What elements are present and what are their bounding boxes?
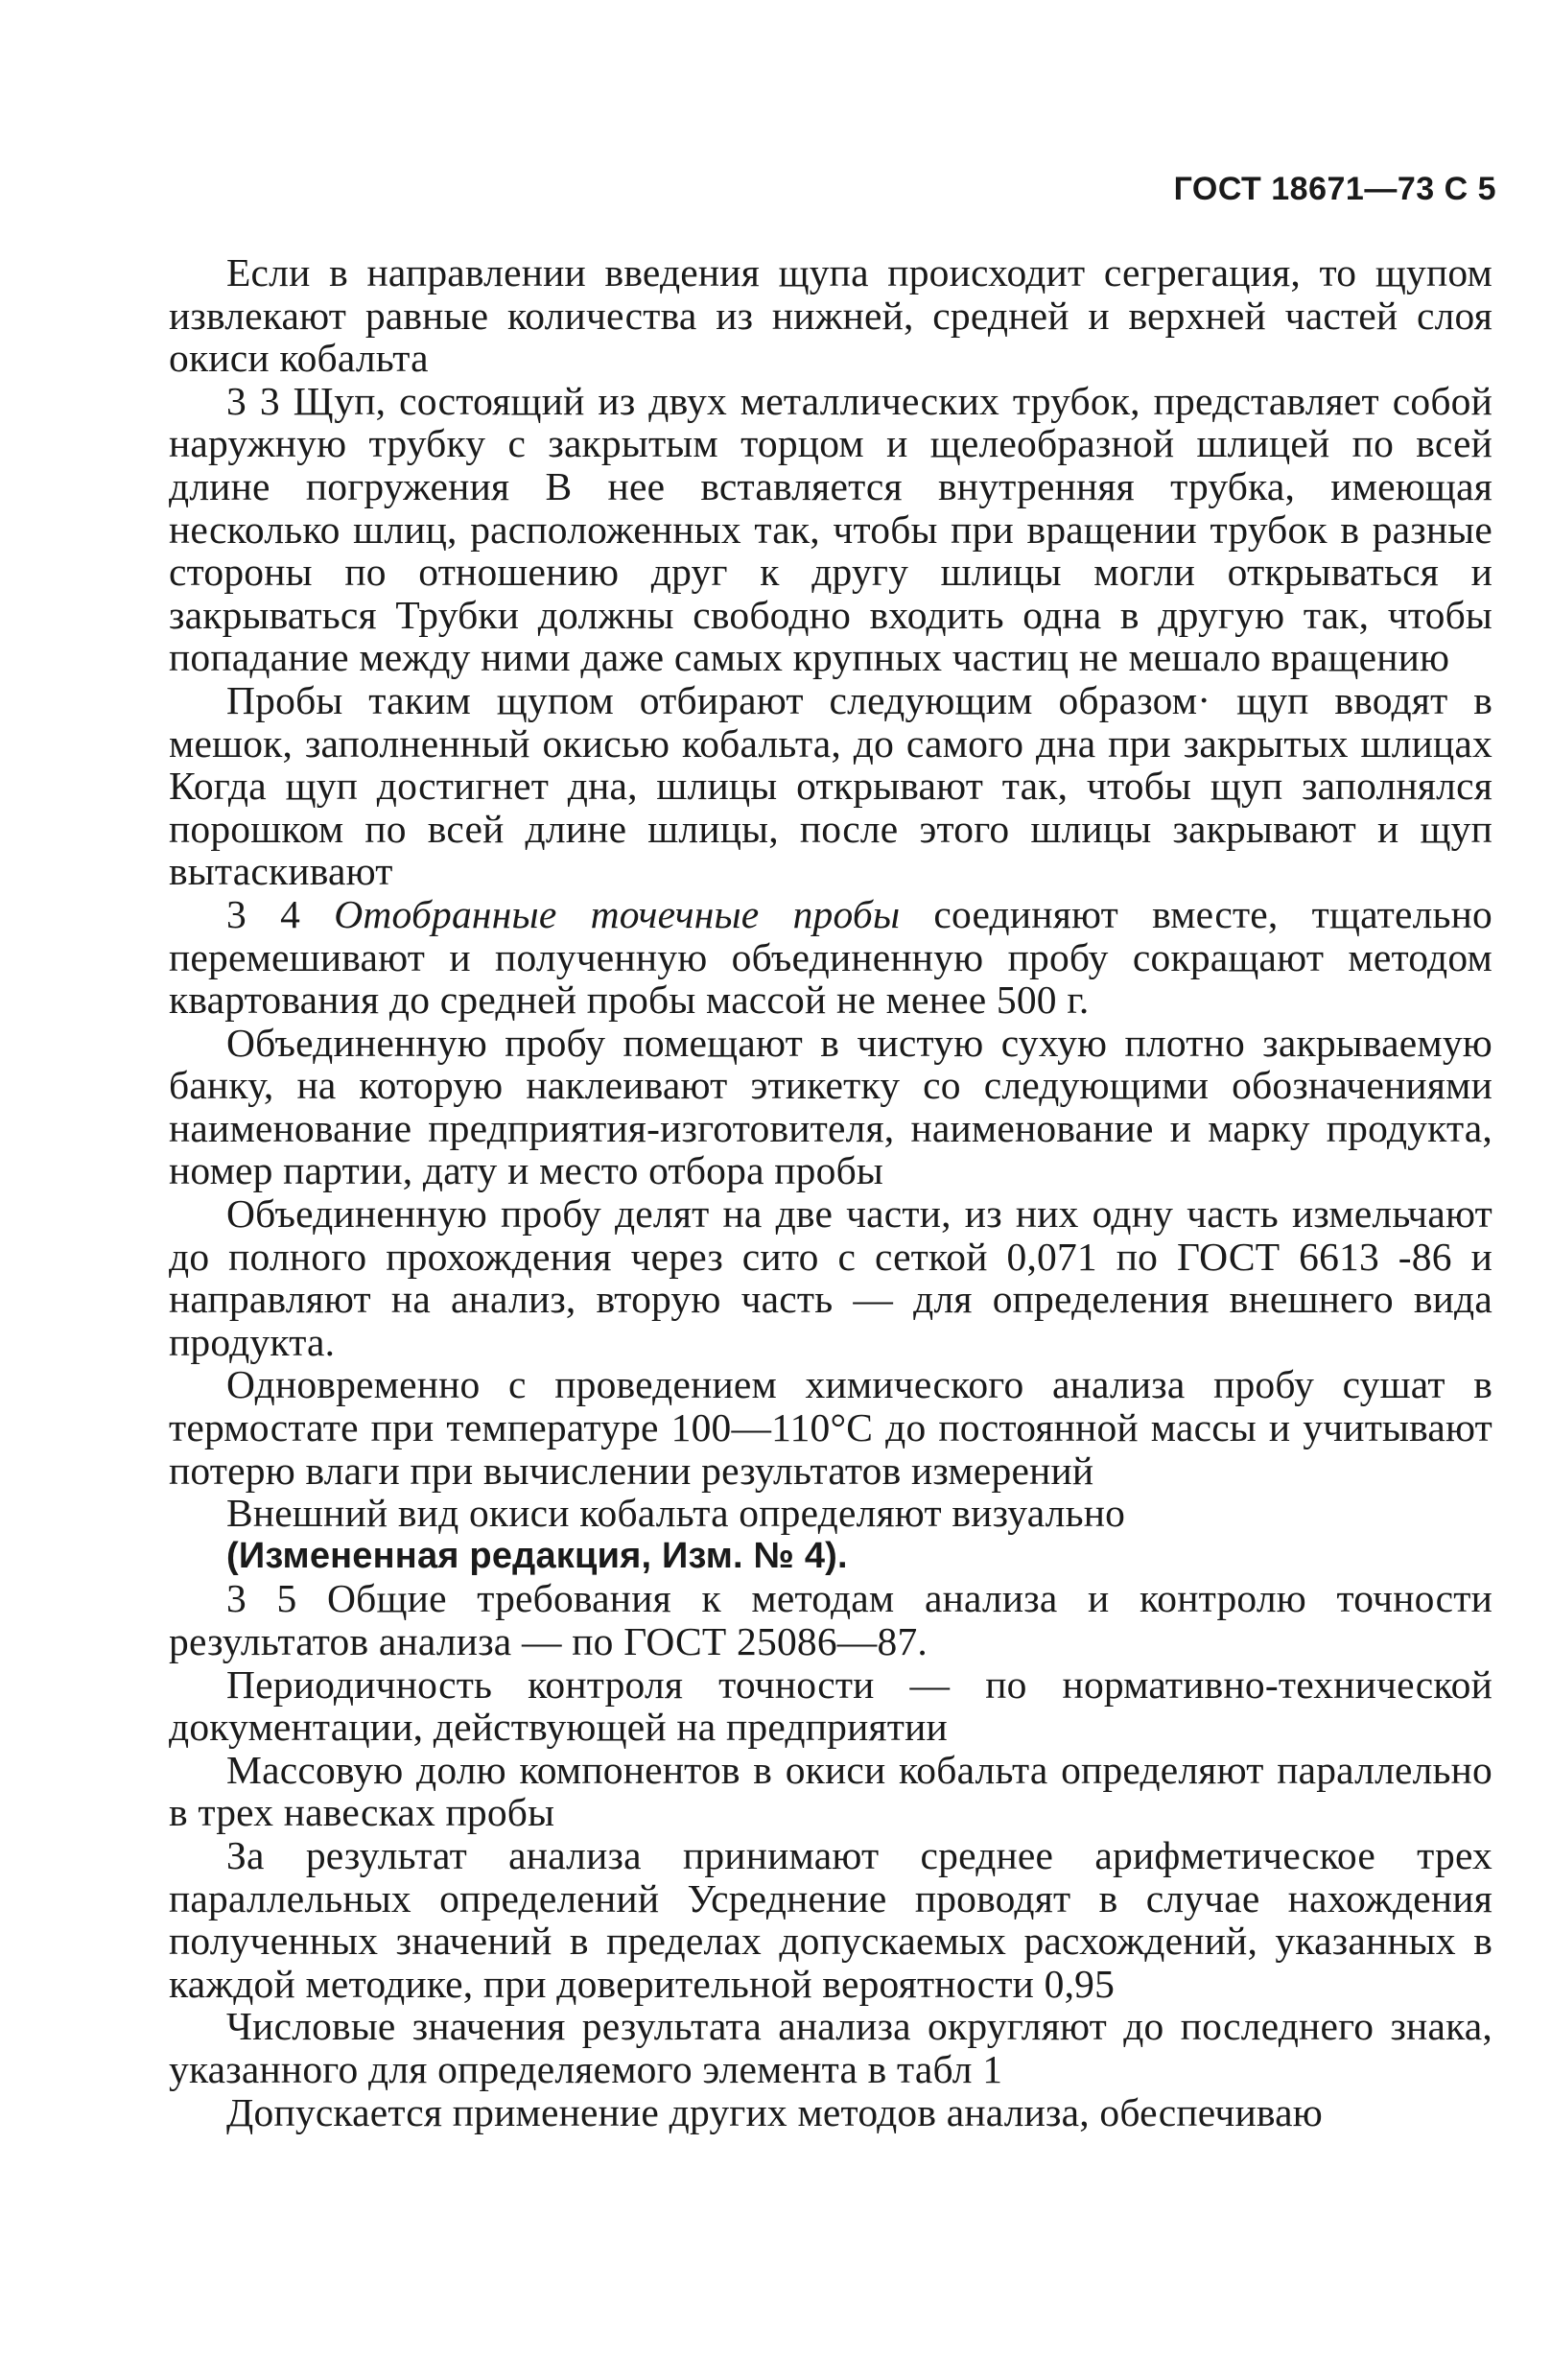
paragraph-control-periodicity: Периодичность контроля точности — по нормативно-технической документации, действующей на предприятии	[169, 1661, 1492, 1750]
paragraph-labeling: Объединенную пробу помещают в чистую сухую плотно закрываемую банку, на которую наклеивают этикетку со следующими обозначениями наименование предприятия-изготовителя, наименование и марку продукта, номер партии, дату и место отбора пробы	[169, 1020, 1492, 1193]
amendment-note: (Измененная редакция, Изм. № 4).	[226, 1535, 848, 1576]
paragraph-averaging: За результат анализа принимают среднее арифметическое трех параллельных определений Усреднение проводят в случае нахождения полученных значений в пределах допускаемых расхождений, указанных в каждой методике, при доверительной вероятности 0,95	[169, 1832, 1492, 2006]
paragraph-sampling-procedure: Пробы таким щупом отбирают следующим образом· щуп вводят в мешок, заполненный окисью кобальта, до самого дна при закрытых шлицах Когда щуп достигнет дна, шлицы открывают так, чтобы щуп заполнялся порошком по всей длине шлицы, после этого шлицы закрывают и щуп вытаскивают	[169, 677, 1492, 894]
italic-phrase: Отобранные точечные пробы	[334, 891, 901, 936]
paragraph-visual-inspection: Внешний вид окиси кобальта определяют визуально	[226, 1491, 1126, 1536]
paragraph-3-3-probe-description: 3 3 Щуп, состоящий из двух металлических трубок, представляет собой наружную трубку с закрытым торцом и щелеобразной шлицей по всей длине погружения В нее вставляется внутренняя трубка, имеющая несколько шлиц, расположенных так, чтобы при вращении трубок в разные стороны по отношению друг к другу шлицы могли открываться и закрываться Трубки должны свободно входить одна в другую так, чтобы попадание между ними даже самых крупных частиц не мешало вращению	[169, 378, 1492, 680]
page-header-standard-number: ГОСТ 18671—73 С 5	[1173, 171, 1496, 207]
paragraph-3-5-general-requirements: 3 5 Общие требования к методам анализа и контролю точности результатов анализа — по ГОСТ 25086—87.	[169, 1576, 1492, 1663]
paragraph-drying: Одновременно с проведением химического анализа пробу сушат в термостате при температуре 100—110°С до постоянной массы и учитывают потерю влаги при вычислении результатов измерений	[169, 1362, 1492, 1493]
paragraph-sample-division: Объединенную пробу делят на две части, из них одну часть измельчают до полного прохождения через сито с сеткой 0,071 по ГОСТ 6613 -86 и направляют на анализ, вторую часть — для определения внешнего вида продукта.	[169, 1191, 1492, 1364]
paragraph-parallel-determination: Массовую долю компонентов в окиси кобальта определяют параллельно в трех навесках пробы	[169, 1747, 1492, 1835]
paragraph-other-methods: Допускается применение других методов анализа, обеспечиваю	[226, 2089, 1323, 2134]
section-number: 3 4	[226, 891, 301, 936]
document-body	[169, 251, 1492, 2133]
paragraph-segregation: Если в направлении введения щупа происходит сегрегация, то щупом извлекают равные количества из нижней, средней и верхней частей слоя окиси кобальта	[169, 250, 1492, 381]
paragraph-3-4-combined-sample	[169, 893, 1492, 1022]
paragraph-3-4-rest: соединяют вместе, тщательно перемешивают и полученную объединенную пробу сокращают методом квартования до средней пробы массой не менее 500 г.	[169, 891, 1493, 1023]
paragraph-rounding: Числовые значения результата анализа округляют до последнего знака, указанного для определяемого элемента в табл 1	[169, 2004, 1492, 2091]
